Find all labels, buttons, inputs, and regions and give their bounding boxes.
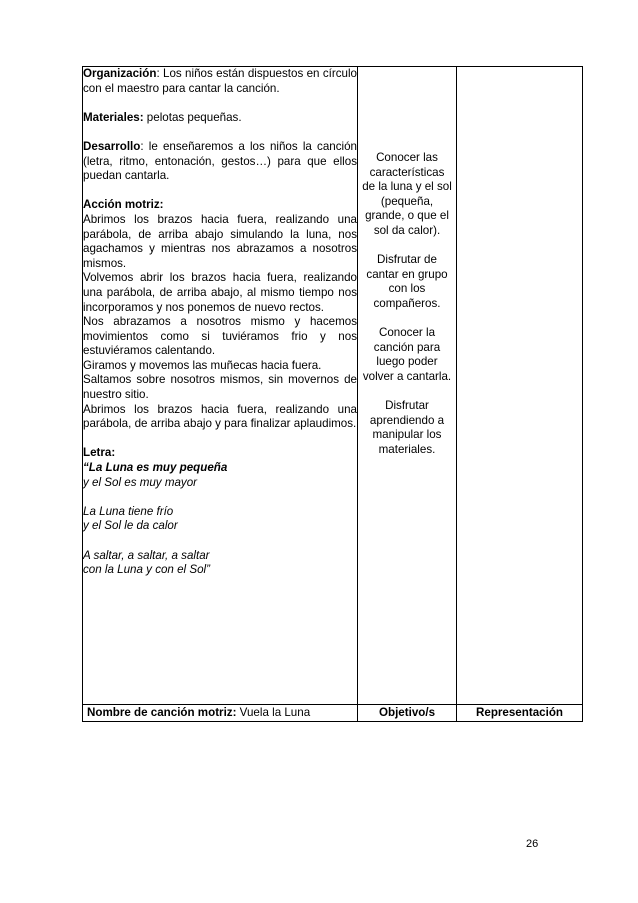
footer-row <box>83 705 583 722</box>
objective-item: Disfrutar de cantar en grupo con los compañeros. <box>366 253 448 310</box>
lyric-line: A saltar, a saltar, a saltar <box>83 548 210 562</box>
activity-table <box>82 66 583 722</box>
objectives-header: Objetivo/s <box>358 705 457 722</box>
desarrollo-paragraph: Desarrollo: le enseñaremos a los niños la canción (letra, ritmo, entonación, gestos…) para que ellos puedan cantarla. <box>83 139 357 183</box>
page-number: 26 <box>526 838 539 850</box>
lyric-line: “La Luna es muy pequeña <box>83 461 228 475</box>
objectives-cell <box>358 67 457 705</box>
accion-step: Abrimos los brazos hacia fuera, realizando una parábola, de arriba abajo simulando la luna, nos agachamos y mientras nos abrazamos a nosotros mismos. <box>83 212 357 270</box>
representation-cell <box>457 67 583 705</box>
objective-item: Conocer la canción para luego poder volver a cantarla. <box>362 326 452 383</box>
accion-step: Volvemos abrir los brazos hacia fuera, realizando una parábola, de arriba abajo, al mismo tiempo nos incorporamos y nos ponemos de nuevo rectos. <box>83 271 357 314</box>
organizacion-paragraph: Organización: Los niños están dispuestos en círculo con el maestro para cantar la canción. <box>83 67 357 95</box>
objective-item: Disfrutar aprendiendo a manipular los materiales. <box>369 399 445 456</box>
accion-heading: Acción motriz: <box>83 198 164 212</box>
lyric-line: y el Sol es muy mayor <box>83 475 198 489</box>
description-cell <box>83 67 358 705</box>
accion-step: Giramos y movemos las muñecas hacia fuera. <box>83 358 322 372</box>
representation-header: Representación <box>457 705 583 722</box>
objective-item: Conocer las características de la luna y el sol (pequeña, grande, o que el sol da calor). <box>362 151 452 237</box>
materiales-paragraph: Materiales: pelotas pequeñas. <box>83 110 242 124</box>
accion-step: Abrimos los brazos hacia fuera, realizando una parábola, de arriba abajo y para finalizar aplaudimos. <box>83 402 357 431</box>
song-name-cell: Nombre de canción motriz: Vuela la Luna <box>83 705 358 722</box>
lyric-line: con la Luna y con el Sol” <box>83 563 210 577</box>
accion-step: Nos abrazamos a nosotros mismo y hacemos movimientos como si tuviéramos frio y nos estuviéramos calentando. <box>83 315 357 358</box>
accion-step: Saltamos sobre nosotros mismos, sin movernos de nuestro sitio. <box>83 373 357 402</box>
lyric-line: y el Sol le da calor <box>83 519 178 533</box>
letra-heading: Letra: <box>83 446 116 460</box>
content-row <box>83 67 583 705</box>
lyric-line: La Luna tiene frío <box>83 504 174 518</box>
